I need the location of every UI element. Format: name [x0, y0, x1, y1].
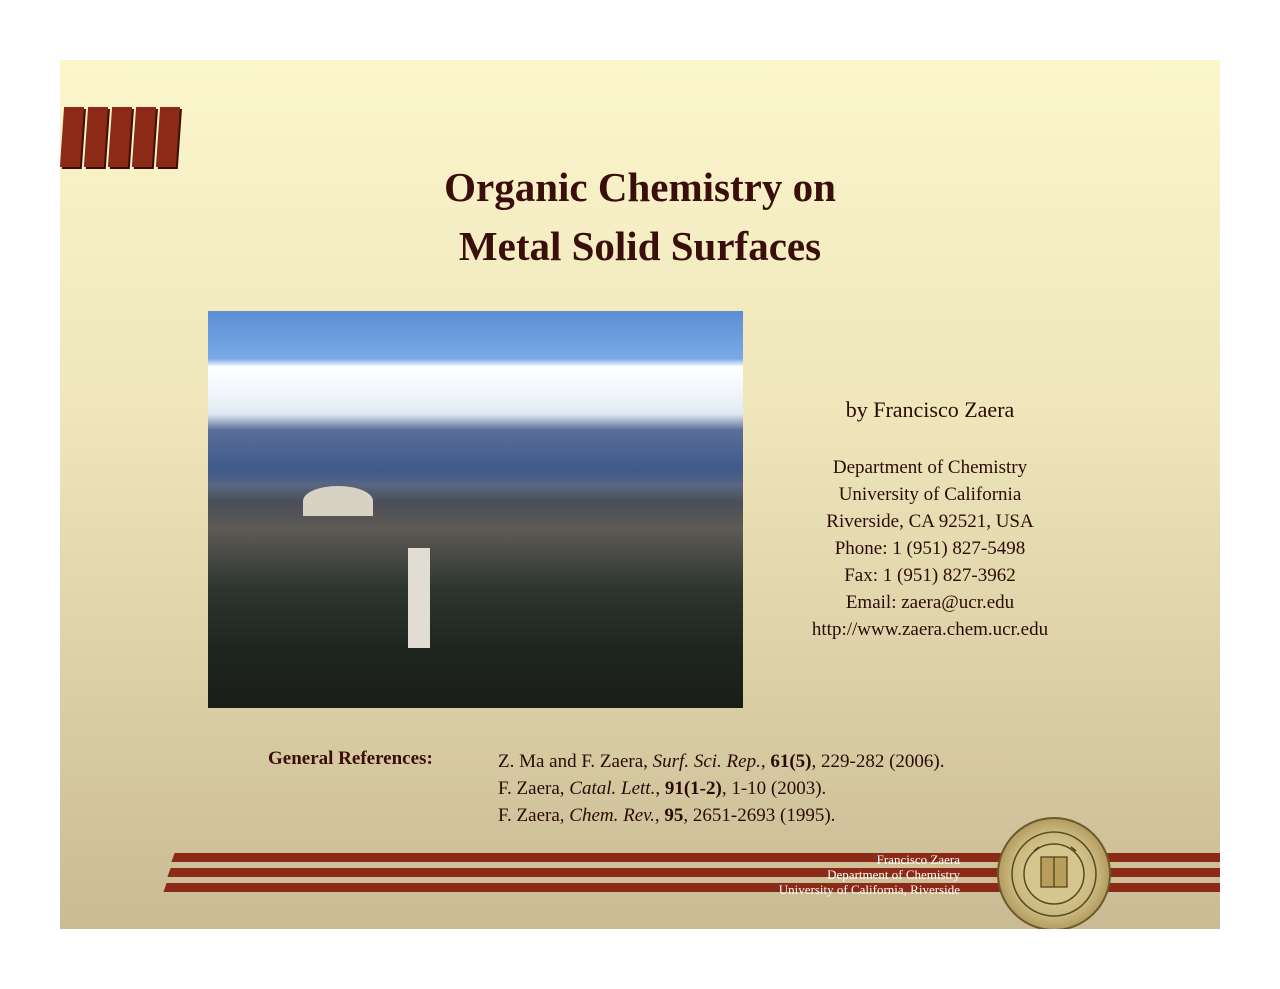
- university: University of California: [838, 484, 1022, 505]
- university-seal-icon: [997, 817, 1111, 929]
- title-line-2: Metal Solid Surfaces: [458, 223, 822, 269]
- fax: Fax: 1 (951) 827-3962: [844, 565, 1016, 586]
- references-list: [498, 748, 944, 829]
- references-label: General References:: [268, 748, 433, 769]
- reference-item: Z. Ma and F. Zaera, Surf. Sci. Rep., 61(5), 229-282 (2006).: [498, 751, 945, 772]
- website: http://www.zaera.chem.ucr.edu: [811, 619, 1049, 640]
- reference-item: F. Zaera, Catal. Lett., 91(1-2), 1-10 (2003).: [498, 778, 827, 799]
- photo-hill: [303, 486, 373, 516]
- photo-bell-tower: [408, 548, 430, 648]
- department: Department of Chemistry: [832, 457, 1028, 478]
- contact-info: [770, 454, 1090, 643]
- footer-university: University of California, Riverside: [778, 882, 960, 897]
- slide-title: [60, 158, 1220, 276]
- footer-name: Francisco Zaera: [876, 852, 960, 867]
- address: Riverside, CA 92521, USA: [826, 511, 1034, 532]
- footer-department: Department of Chemistry: [827, 867, 960, 882]
- campus-photo: [208, 311, 743, 708]
- email: Email: zaera@ucr.edu: [845, 592, 1015, 613]
- phone: Phone: 1 (951) 827-5498: [834, 538, 1026, 559]
- footer-credit: [779, 852, 960, 897]
- reference-item: F. Zaera, Chem. Rev., 95, 2651-2693 (1995).: [498, 805, 836, 826]
- title-line-1: Organic Chemistry on: [444, 164, 836, 210]
- author-byline: by Francisco Zaera: [845, 397, 1015, 422]
- slide: [60, 60, 1220, 929]
